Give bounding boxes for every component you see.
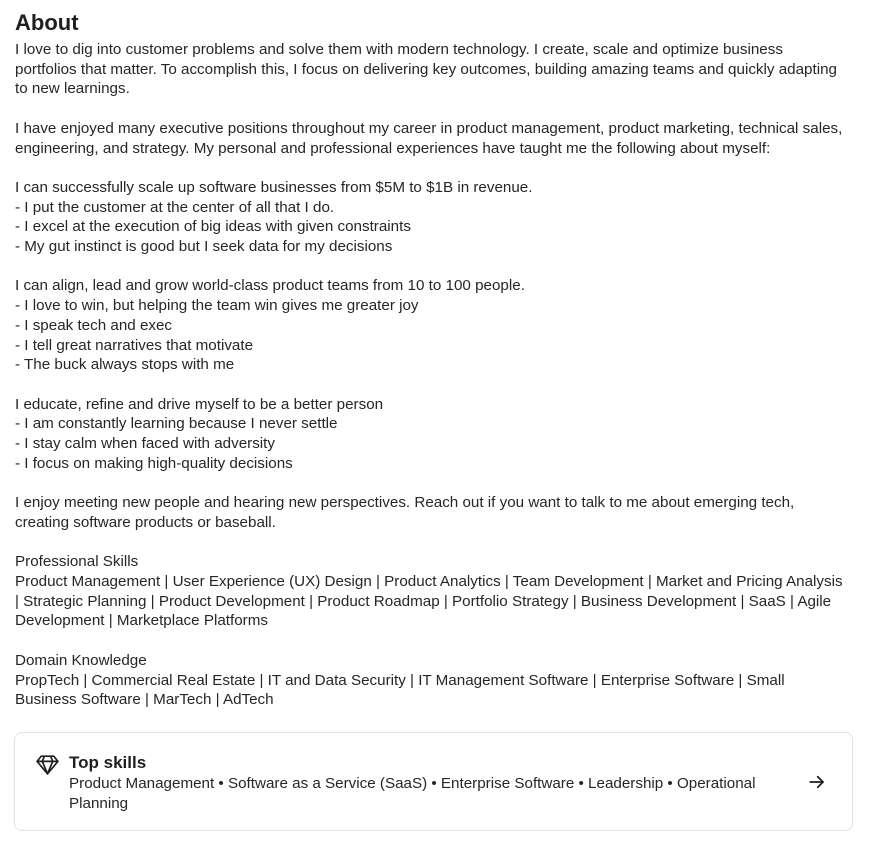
top-skills-title: Top skills <box>69 753 147 772</box>
section-title: About <box>15 10 79 35</box>
diamond-icon <box>35 752 60 777</box>
about-text: I love to dig into customer problems and solve them with modern technology. I create, scale and optimize business portfolios that matter. To accomplish this, I focus on delivering key outcomes, building amazing teams and quickly adapting to new learnings. I have enjoyed many executive positions throughout my career in product management, product marketing, technical sales, engineering, and strategy. My personal and professional experiences have taught me the following about myself: I can successfully scale up software businesses from $5M to $1B in revenue. - I put the customer at the center of all that I do. - I excel at the execution of big ideas with given constraints - My gut instinct is good but I seek data for my decisions I can align, lead and grow world-class product teams from 10 to 100 people. - I love to win, but helping the team win gives me greater joy - I speak tech and exec - I tell great narratives that motivate - The buck always stops with me I educate, refine and drive myself to be a better person - I am constantly learning because I never settle - I stay calm when faced with adversity - I focus on making high-quality decisions I enjoy meeting new people and hearing new perspectives. Reach out if you want to talk to me about emerging tech, creating software products or baseball. Professional Skills Product Management | User Experience (UX) Design | Product Analytics | Team Development | Market and Pricing Analysis | Strategic Planning | Product Development | Product Roadmap | Portfolio Strategy | Business Development | SaaS | Agile Development | Marketplace Platforms Domain Knowledge PropTech | Commercial Real Estate | IT and Data Security | IT Management Software | Enterprise Software | Small Business Software | MarTech | AdTech <box>15 41 843 709</box>
arrow-right-icon[interactable] <box>808 773 826 791</box>
top-skills-list: Product Management • Software as a Service (SaaS) • Enterprise Software • Leadership • Operational Planning <box>69 775 756 812</box>
top-skills-card[interactable] <box>14 732 853 831</box>
